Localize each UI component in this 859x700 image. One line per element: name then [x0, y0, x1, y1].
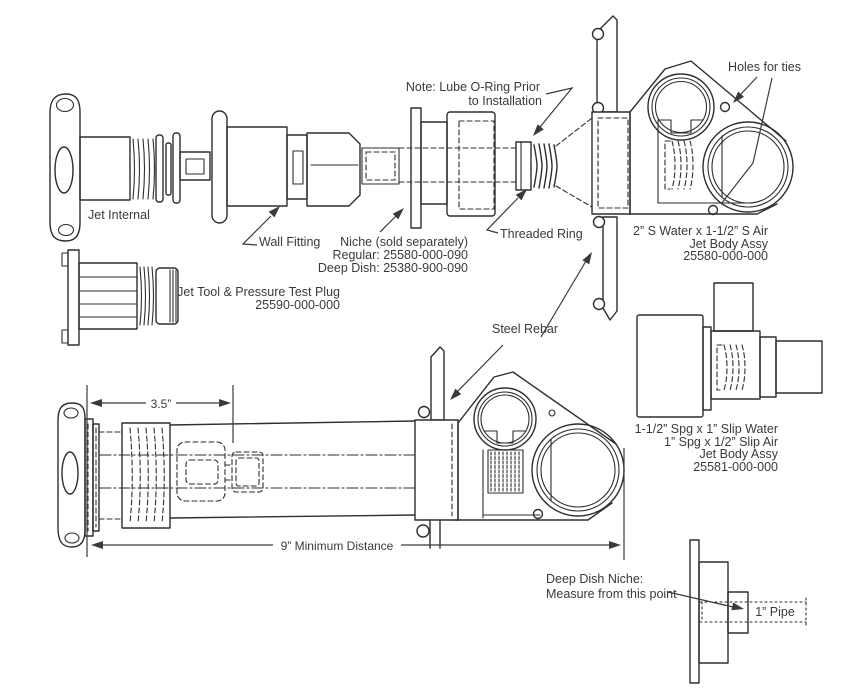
deep-dish-label-line1: Deep Dish Niche: — [546, 572, 644, 586]
niche-label-line1: Niche (sold separately) — [340, 235, 468, 249]
wall-fitting-drawing — [212, 111, 399, 223]
air-port-25580 — [648, 74, 714, 140]
jet-tool-label-line1: Jet Tool & Pressure Test Plug — [177, 285, 340, 299]
wall-fitting-stub — [362, 148, 399, 184]
wall-fitting-arrowhead — [269, 206, 280, 217]
dim-9-arrow-right — [609, 541, 621, 549]
jet-body-25581-label-line3: Jet Body Assy — [699, 447, 778, 461]
tie-hole-ring — [593, 29, 604, 40]
outlet-stub-25581 — [776, 341, 822, 393]
lube-note-arrowhead — [533, 124, 544, 136]
tie-hole-ring — [419, 407, 430, 418]
jet-body-25581-label-line4: 25581-000-000 — [693, 460, 778, 474]
installed-air-port — [474, 388, 536, 450]
lube-note-line1: Note: Lube O-Ring Prior — [405, 80, 540, 94]
dim-3-5-arrow-left — [90, 399, 102, 407]
niche-leader — [380, 208, 404, 232]
threaded-ring-cap — [516, 142, 531, 190]
jet-tool-collar — [156, 268, 178, 324]
wall-fitting-body — [227, 127, 287, 206]
threaded-ring-label: Threaded Ring — [500, 227, 583, 241]
jet-body-25580-label-line2: Jet Body Assy — [689, 237, 768, 251]
wall-fitting-flange — [212, 111, 227, 223]
jet-body-25580-outline — [630, 61, 786, 214]
dim-9-label: 9” Minimum Distance — [280, 539, 394, 553]
niche-label-line3: Deep Dish: 25380-900-090 — [317, 261, 468, 275]
installed-tube-top — [170, 421, 415, 425]
tie-hole-ring — [594, 299, 605, 310]
jet-body-25581-body — [711, 331, 760, 399]
dimension-3-5 — [87, 385, 233, 557]
installed-niche-plate — [85, 419, 93, 536]
jet-body-25581-label-line2: 1” Spg x 1/2” Slip Air — [664, 435, 778, 449]
threaded-ring-drawing — [516, 142, 557, 190]
holes-for-ties-leaders — [721, 77, 772, 204]
pipe-label: 1” Pipe — [755, 605, 795, 619]
installed-water-outlet — [532, 424, 624, 516]
dimension-9 — [91, 448, 624, 560]
deep-dish-plate — [690, 540, 699, 683]
steel-rebar-arrowhead-down — [450, 389, 461, 400]
installed-rebar-bar — [431, 347, 444, 420]
deep-dish-pipe-stub — [728, 592, 748, 633]
water-slip-25581 — [637, 315, 703, 417]
deep-dish-leader — [668, 592, 744, 610]
installed-jet-internal-hidden — [177, 442, 225, 501]
dim-3-5-arrow-right — [219, 399, 231, 407]
jet-tool-plate — [68, 250, 79, 345]
tie-hole — [549, 410, 555, 416]
deep-dish-label-line2: Measure from this point — [546, 587, 677, 601]
tie-hole — [721, 103, 730, 112]
jet-body-25580-label-line3: 25580-000-000 — [683, 249, 768, 263]
jet-tool-label-line2: 25590-000-000 — [255, 298, 340, 312]
deep-dish-block — [699, 562, 728, 663]
installed-jet-body-outline — [458, 372, 616, 520]
niche-drawing — [411, 108, 495, 228]
tie-hole — [534, 510, 543, 519]
dim-3-5-label: 3.5” — [150, 397, 172, 411]
steel-rebar-label: Steel Rebar — [492, 322, 559, 336]
jet-tool-body — [79, 263, 137, 329]
installed-tube-bottom — [170, 515, 415, 518]
tie-hole — [709, 206, 718, 215]
air-pipe-25581 — [714, 283, 753, 331]
niche-block — [447, 112, 495, 216]
installed-assembly-drawing — [58, 347, 624, 548]
steel-rebar-arrowhead-up — [582, 252, 592, 264]
jet-internal-label: Jet Internal — [88, 208, 150, 222]
tie-hole-ring — [594, 217, 605, 228]
jet-body-25581-drawing — [637, 283, 822, 417]
dim-9-arrow-left — [91, 541, 103, 549]
deep-dish-arrowhead — [731, 603, 744, 611]
installed-venturi-ribs — [488, 450, 523, 493]
wall-fitting-nut — [307, 133, 360, 206]
lube-note-line2: to Installation — [468, 94, 542, 108]
tie-hole-ring — [417, 525, 429, 537]
water-outlet-25580 — [703, 122, 793, 212]
niche-plate — [411, 108, 421, 228]
jet-body-25581-label-line1: 1-1/2” Spg x 1” Slip Water — [634, 422, 778, 436]
jet-body-25580-label-line1: 2” S Water x 1-1/2” S Air — [633, 224, 768, 238]
wall-fitting-label: Wall Fitting — [259, 235, 321, 249]
jet-internal-eyeball — [55, 147, 73, 193]
jet-internal-stem — [180, 152, 210, 180]
holes-for-ties-label: Holes for ties — [728, 60, 801, 74]
niche-label-line2: Regular: 25580-000-090 — [332, 248, 468, 262]
jet-tool-drawing — [62, 250, 178, 345]
jet-internal-body — [80, 137, 130, 200]
